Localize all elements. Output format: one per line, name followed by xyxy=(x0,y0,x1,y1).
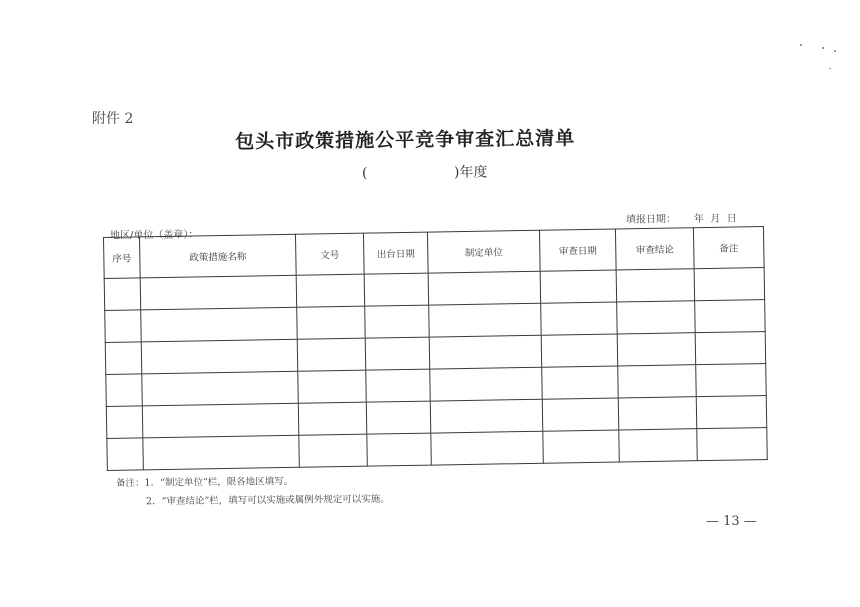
table-cell xyxy=(107,438,144,471)
page-number: — 13 — xyxy=(706,514,757,529)
attachment-label: 附件 2 xyxy=(92,111,134,127)
header-policy-name: 政策措施名称 xyxy=(140,234,297,278)
table-cell xyxy=(694,268,765,301)
fill-date-label: 填报日期： xyxy=(625,214,677,226)
table-cell xyxy=(299,434,368,467)
table-cell xyxy=(617,333,696,366)
table-cell xyxy=(540,270,617,303)
header-review-conclusion: 审查结论 xyxy=(615,228,694,270)
table-cell xyxy=(618,397,697,430)
table-cell xyxy=(431,431,544,465)
note-line-1: 备注：1．“制定单位”栏，限各地区填写。 xyxy=(115,476,294,489)
header-review-date: 审查日期 xyxy=(539,229,616,271)
scan-speck xyxy=(829,68,831,69)
header-remarks: 备注 xyxy=(693,227,764,269)
table-cell xyxy=(367,433,432,466)
fill-date-year: 年 xyxy=(693,213,705,225)
scan-speck xyxy=(834,50,836,52)
document-title: 包头市政策措施公平竞争审查汇总清单 xyxy=(235,127,576,153)
year-line xyxy=(362,161,488,182)
region-label: 地区/单位（盖章）： xyxy=(109,229,199,242)
table-cell xyxy=(430,367,543,401)
table-cell xyxy=(141,307,298,342)
table-cell xyxy=(542,398,619,431)
year-suffix: 年度 xyxy=(459,164,488,181)
table-cell xyxy=(364,273,429,306)
table-cell xyxy=(695,332,766,365)
table-cell xyxy=(298,370,367,403)
table-cell xyxy=(366,401,431,434)
table-cell xyxy=(365,305,430,338)
table-cell xyxy=(617,301,696,334)
table-cell xyxy=(297,306,366,339)
scan-speck xyxy=(822,47,824,49)
table-cell xyxy=(429,335,542,369)
table-cell xyxy=(696,364,767,397)
table-cell xyxy=(696,396,767,429)
table-cell xyxy=(541,334,618,367)
header-serial: 序号 xyxy=(104,237,141,279)
fill-date-line xyxy=(626,209,737,225)
fill-date-day: 日 xyxy=(726,213,737,225)
table-cell xyxy=(542,366,619,399)
table-cell xyxy=(430,399,543,433)
table-cell xyxy=(106,374,143,407)
table-cell xyxy=(105,342,142,375)
table-cell xyxy=(697,428,768,461)
table-cell xyxy=(619,429,698,462)
header-issue-date: 出台日期 xyxy=(363,232,428,274)
table-cell xyxy=(297,338,366,371)
header-issuing-unit: 制定单位 xyxy=(427,230,540,273)
table-cell xyxy=(143,435,300,470)
summary-table-wrapper xyxy=(103,226,767,467)
table-cell xyxy=(298,402,367,435)
table-cell xyxy=(428,271,541,305)
summary-table xyxy=(103,226,768,471)
table-cell xyxy=(104,278,141,311)
table-cell xyxy=(106,406,143,439)
table-cell xyxy=(541,302,618,335)
table-cell xyxy=(695,300,766,333)
table-cell xyxy=(142,403,299,438)
table-cell xyxy=(105,310,142,343)
table-cell xyxy=(543,430,620,463)
table-cell xyxy=(142,371,299,406)
table-cell xyxy=(141,339,298,374)
table-cell xyxy=(366,369,431,402)
table-cell xyxy=(296,274,365,307)
fill-date-month: 月 xyxy=(710,213,721,225)
year-open-paren: ( xyxy=(361,165,368,182)
table-cell xyxy=(618,365,697,398)
note-line-2: 2．“审查结论”栏，填写可以实施或属例外规定可以实施。 xyxy=(145,493,390,508)
table-cell xyxy=(429,303,542,337)
table-cell xyxy=(616,269,695,302)
header-document-number: 文号 xyxy=(295,233,364,275)
table-cell xyxy=(140,275,297,310)
table-cell xyxy=(365,337,430,370)
scan-speck xyxy=(800,44,802,46)
year-close-paren: ) xyxy=(453,164,460,181)
